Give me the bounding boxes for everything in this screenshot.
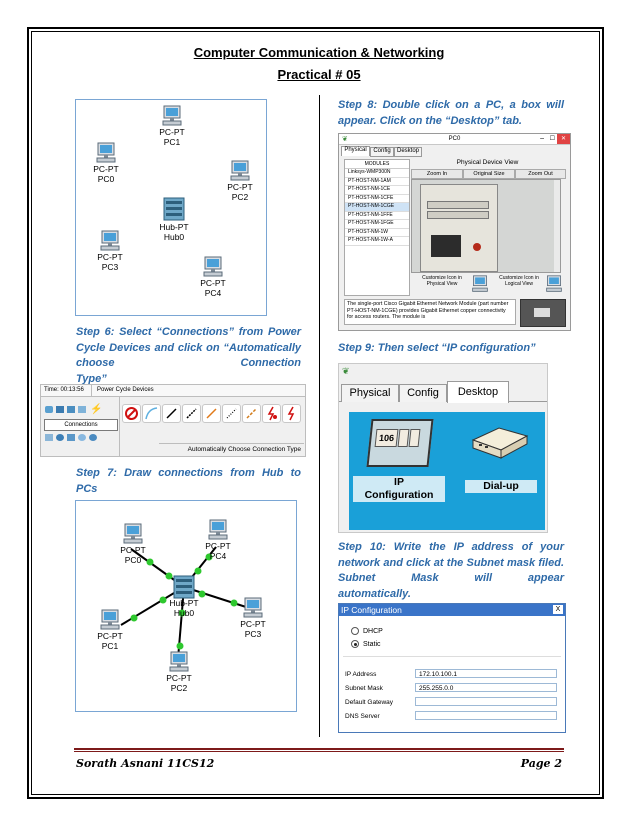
pc-icon xyxy=(202,256,224,278)
dns-server-label: DNS Server xyxy=(345,713,380,720)
step-7-last-line: PCs xyxy=(76,482,98,495)
step-10 xyxy=(338,540,564,602)
app-icon: ❦ xyxy=(342,366,350,376)
zoom-out-button[interactable]: Zoom Out xyxy=(515,169,566,179)
link-light xyxy=(177,643,184,650)
device-type-label: PC-PT xyxy=(120,545,146,555)
device-id-label: Hub0 xyxy=(173,608,195,618)
hub-icon[interactable] xyxy=(67,406,75,413)
pc-icon xyxy=(95,142,117,164)
dial-up-app[interactable] xyxy=(459,416,543,504)
module-item[interactable]: PT-HOST-NM-1AM xyxy=(345,178,409,187)
module-item[interactable]: PT-HOST-NM-1W xyxy=(345,229,409,238)
module-item[interactable]: PT-HOST-NM-1FGE xyxy=(345,220,409,229)
pc1-device xyxy=(80,609,140,651)
step-8-text: Step 8: Double click on a PC, a box will xyxy=(338,99,564,111)
step-7 xyxy=(76,466,301,497)
tab-physical[interactable]: Physical xyxy=(341,146,370,156)
pc-icon xyxy=(99,230,121,252)
tab-desktop[interactable]: Desktop xyxy=(394,147,422,157)
pc3-device xyxy=(223,597,283,639)
pc0-device xyxy=(103,523,163,565)
step-7-text: Step 7: Draw connections from Hub to xyxy=(76,467,301,479)
coaxial-icon[interactable] xyxy=(242,404,261,423)
pc4-device xyxy=(188,519,248,561)
step-6 xyxy=(76,325,301,387)
drive-bay xyxy=(427,201,489,209)
device-id-label: PC3 xyxy=(101,262,119,272)
module-item[interactable]: PT-HOST-NM-1CFE xyxy=(345,195,409,204)
module-description: The single-port Cisco Gigabit Ethernet Network Module (part number PT-HOST-NM-1CGE) provides Gigabit Ethernet copper connectivity for access routers. The module is xyxy=(344,299,516,325)
dhcp-option[interactable] xyxy=(351,627,383,635)
auto-connection-icon[interactable] xyxy=(122,404,141,423)
router-icon[interactable] xyxy=(45,406,53,413)
end-device-icon[interactable] xyxy=(45,434,53,441)
desktop-area xyxy=(349,412,545,530)
time-label: Time: 00:13:56 xyxy=(44,387,84,393)
practical-number: Practical # 05 xyxy=(277,67,361,82)
ip-config-label: IP Configuration xyxy=(353,476,445,502)
ip-config-title: IP Configuration xyxy=(341,605,402,615)
footer-page-number: Page 2 xyxy=(520,757,562,770)
pc-icon xyxy=(207,519,229,541)
device-type-label: Hub-PT xyxy=(169,598,199,608)
module-item[interactable]: PT-HOST-NM-1CGE xyxy=(345,203,409,212)
footer-rule xyxy=(74,748,564,750)
module-item[interactable]: PT-HOST-NM-1FFE xyxy=(345,212,409,221)
customize-logical-button[interactable]: Customize Icon in Logical View xyxy=(499,275,539,287)
security-icon[interactable] xyxy=(56,434,64,441)
cloud-icon[interactable] xyxy=(78,434,86,441)
pc-icon xyxy=(229,160,251,182)
device-id-label: PC0 xyxy=(97,174,115,184)
device-type-label: PC-PT xyxy=(97,252,123,262)
device-id-label: PC4 xyxy=(209,551,227,561)
static-label: Static xyxy=(363,640,381,648)
pc0-window xyxy=(338,133,571,331)
dhcp-label: DHCP xyxy=(363,627,383,635)
footer-author: Sorath Asnani 11CS12 xyxy=(76,757,215,770)
scrollbar[interactable] xyxy=(554,180,560,272)
tab-physical[interactable]: Physical xyxy=(341,384,399,402)
device-id-label: PC0 xyxy=(124,555,142,565)
hub0-device xyxy=(154,574,214,618)
document-title: Computer Communication & Networking xyxy=(193,45,445,60)
close-button[interactable]: ✕ xyxy=(557,134,570,144)
connections-icon[interactable]: ⚡ xyxy=(90,404,103,415)
column-divider xyxy=(319,95,320,737)
step-10-text: Step 10: Write the IP address of your network and click at the Subnet mask filed. Subnet Mask will appear xyxy=(338,541,564,584)
device-type-label: PC-PT xyxy=(159,127,185,137)
pc-icon xyxy=(242,597,264,619)
device-type-label: PC-PT xyxy=(227,182,253,192)
pc-icon xyxy=(99,609,121,631)
dns-server-field[interactable] xyxy=(415,711,557,720)
pc-icon xyxy=(168,651,190,673)
device-type-label: PC-PT xyxy=(93,164,119,174)
ip-configuration-app[interactable] xyxy=(353,416,445,504)
device-id-label: PC3 xyxy=(244,629,262,639)
module-preview xyxy=(520,299,566,327)
pc-chassis xyxy=(420,184,498,272)
device-id-label: Hub0 xyxy=(163,232,185,242)
desktop-screenshot xyxy=(338,363,548,533)
wireless-icon[interactable] xyxy=(78,406,86,413)
pc0-device xyxy=(76,142,136,184)
pc4-device xyxy=(183,256,243,298)
pc-icon xyxy=(122,523,144,545)
serial-dce-icon[interactable] xyxy=(262,404,281,423)
device-id-label: PC1 xyxy=(163,137,181,147)
dial-up-label: Dial-up xyxy=(465,480,537,493)
device-category-icons-row2 xyxy=(45,433,115,443)
pc3-device xyxy=(80,230,140,272)
module-item[interactable]: PT-HOST-NM-1W-A xyxy=(345,237,409,246)
phone-cable-icon[interactable] xyxy=(222,404,241,423)
tab-desktop[interactable]: Desktop xyxy=(447,381,509,403)
ip-address-field[interactable]: 172.10.100.1 xyxy=(415,669,557,678)
device-type-label: PC-PT xyxy=(166,673,192,683)
pc0-title: PC0 xyxy=(448,136,461,142)
minimize-button[interactable]: – xyxy=(540,135,544,142)
step-9: Step 9: Then select “IP configuration” xyxy=(338,342,536,354)
ip-number-tile: 106 xyxy=(375,429,399,447)
customize-physical-button[interactable]: Customize Icon in Physical View xyxy=(422,275,462,287)
default-gateway-label: Default Gateway xyxy=(345,699,394,706)
connections-toolbar xyxy=(40,384,306,457)
step-10-last-line: automatically. xyxy=(338,587,411,600)
device-type-label: PC-PT xyxy=(240,619,266,629)
dhcp-radio[interactable] xyxy=(351,627,359,635)
crossover-icon[interactable] xyxy=(182,404,201,423)
hub-icon xyxy=(162,196,186,222)
multiuser-icon[interactable] xyxy=(89,434,97,441)
ip-config-titlebar xyxy=(339,604,565,616)
step-8 xyxy=(338,98,564,129)
pc2-device xyxy=(149,651,209,693)
connection-status-label: Automatically Choose Connection Type xyxy=(159,443,304,455)
device-id-label: PC2 xyxy=(231,192,249,202)
default-gateway-field[interactable] xyxy=(415,697,557,706)
device-type-label: PC-PT xyxy=(200,278,226,288)
dial-up-icon xyxy=(469,422,531,462)
close-button[interactable]: X xyxy=(553,605,563,614)
modules-list xyxy=(344,159,410,296)
app-icon: ❦ xyxy=(342,136,348,143)
switch-icon[interactable] xyxy=(56,406,64,413)
hub0-device xyxy=(144,196,204,242)
figure-hub-connections xyxy=(75,500,297,712)
pc1-device xyxy=(142,105,202,147)
module-item[interactable]: Linksys-WMP300N xyxy=(345,169,409,178)
device-id-label: PC1 xyxy=(101,641,119,651)
step-8-last-line: appear. Click on the “Desktop” tab. xyxy=(338,114,522,127)
device-type-label: Hub-PT xyxy=(159,222,189,232)
device-type-label: PC-PT xyxy=(97,631,123,641)
device-type-label: PC-PT xyxy=(205,541,231,551)
tab-config[interactable]: Config xyxy=(370,147,394,157)
module-item[interactable]: PT-HOST-NM-1CE xyxy=(345,186,409,195)
pc-icon xyxy=(471,275,489,295)
hub-icon xyxy=(172,574,196,600)
wan-icon[interactable] xyxy=(67,434,75,441)
pc-icon xyxy=(161,105,183,127)
drive-bay xyxy=(427,211,489,219)
static-radio[interactable] xyxy=(351,640,359,648)
pc2-device xyxy=(210,160,267,202)
physical-view-title: Physical Device View xyxy=(456,159,519,166)
subnet-mask-label: Subnet Mask xyxy=(345,685,383,692)
console-cable-icon[interactable] xyxy=(142,404,161,423)
step-6-last-line: Type” xyxy=(76,372,107,385)
device-image xyxy=(411,179,561,273)
module-slot xyxy=(431,235,461,257)
straight-through-icon[interactable] xyxy=(162,404,181,423)
figure-devices-placed xyxy=(75,99,267,316)
power-button[interactable] xyxy=(473,243,481,251)
pc-icon xyxy=(545,275,563,295)
zoom-in-button[interactable]: Zoom In xyxy=(411,169,463,179)
step-6-text: Step 6: Select “Connections” from Power Cycle Devices and click on “Automatically choose Connection xyxy=(76,326,301,369)
customize-row xyxy=(411,274,563,296)
fiber-icon[interactable] xyxy=(202,404,221,423)
power-cycle-button[interactable]: Power Cycle Devices xyxy=(97,387,154,393)
footer-rule-thin xyxy=(74,751,564,752)
modules-header: MODULES xyxy=(345,160,409,169)
tab-config[interactable]: Config xyxy=(399,384,447,402)
original-size-button[interactable]: Original Size xyxy=(463,169,515,179)
pc0-titlebar xyxy=(339,134,570,145)
device-id-label: PC2 xyxy=(170,683,188,693)
connections-label: Connections xyxy=(44,419,118,431)
ip-config-icon xyxy=(366,419,433,467)
toolbar-time-bar xyxy=(41,385,305,397)
serial-dte-icon[interactable] xyxy=(282,404,301,423)
ip-address-label: IP Address xyxy=(345,671,377,678)
ip-configuration-dialog xyxy=(338,603,566,733)
subnet-mask-field[interactable]: 255.255.0.0 xyxy=(415,683,557,692)
static-option[interactable] xyxy=(351,640,381,648)
maximize-button[interactable]: ☐ xyxy=(549,136,555,142)
device-category-icons-row1 xyxy=(45,405,115,415)
device-id-label: PC4 xyxy=(204,288,222,298)
